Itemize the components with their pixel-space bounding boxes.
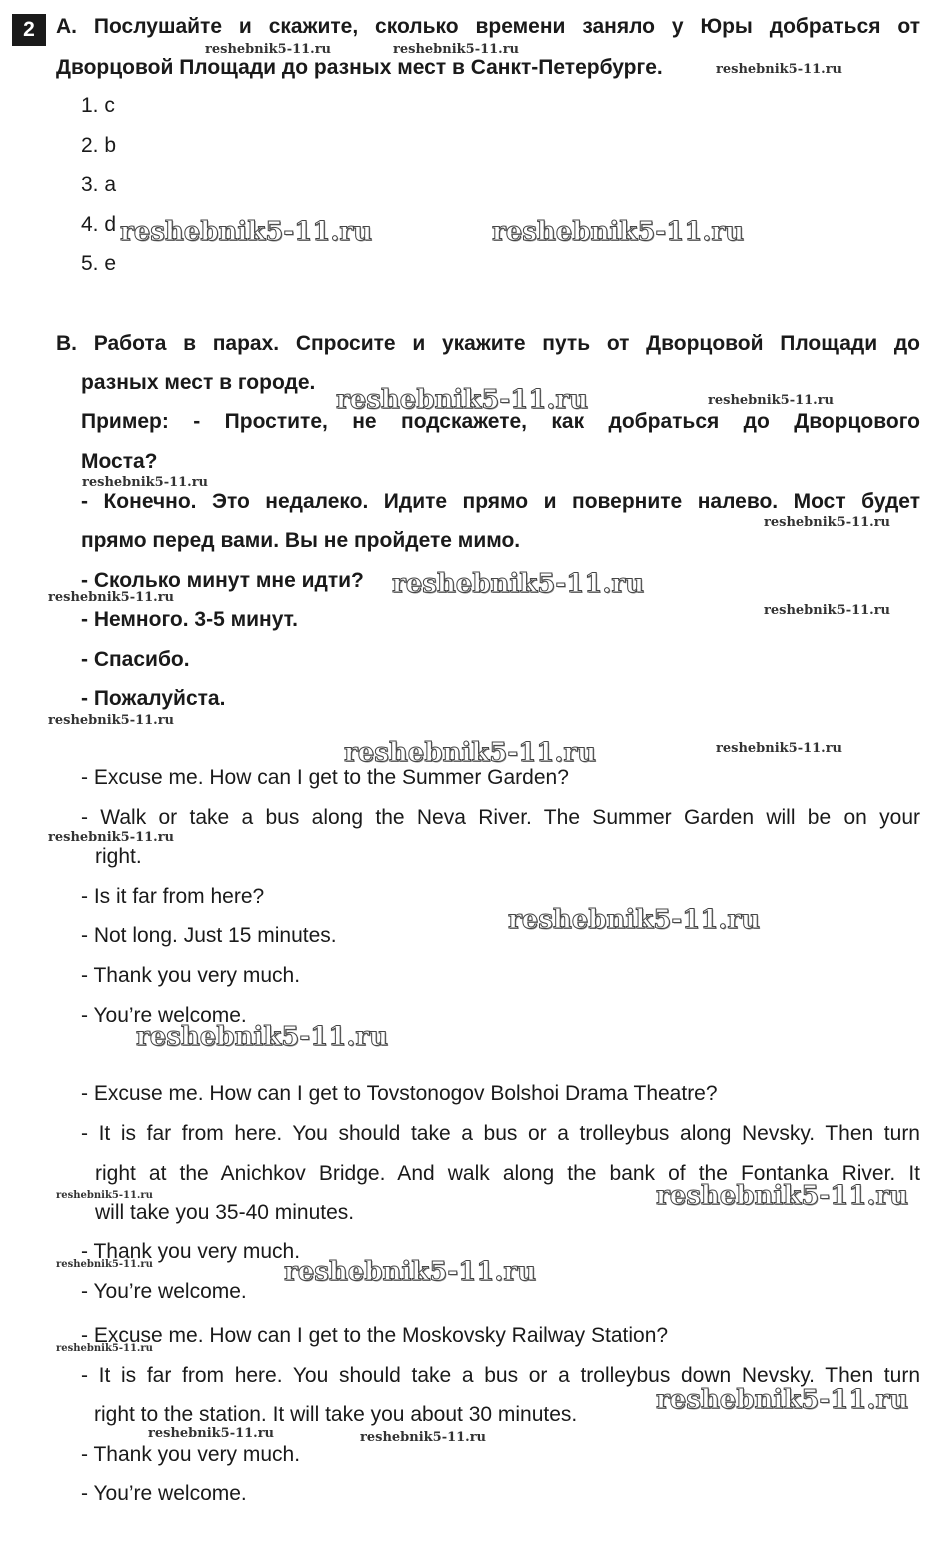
watermark: reshebnik5-11.ru bbox=[148, 1426, 275, 1441]
dialog-line: - It is far from here. You should take a bus or a trolleybus down Nevsky. Then turn bbox=[81, 1364, 920, 1387]
dialog-line: - It is far from here. You should take a bus or a trolleybus along Nevsky. Then turn bbox=[81, 1122, 920, 1145]
task-number-badge: 2 bbox=[12, 14, 46, 46]
watermark: reshebnik5-11.ru bbox=[392, 569, 645, 599]
part-a-title-line1: А. Послушайте и скажите, сколько времени заняло у Юры добраться от bbox=[56, 15, 920, 38]
answer-item: 3. a bbox=[81, 173, 117, 196]
watermark: reshebnik5-11.ru bbox=[205, 42, 332, 57]
dialog-line: right to the station. It will take you about 30 minutes. bbox=[94, 1403, 578, 1426]
dialog-line: - Excuse me. How can I get to Tovstonogov Bolshoi Drama Theatre? bbox=[81, 1082, 718, 1105]
dialog-line: - Thank you very much. bbox=[81, 1240, 301, 1263]
watermark: reshebnik5-11.ru bbox=[656, 1181, 909, 1211]
example-line: Моста? bbox=[81, 450, 158, 473]
answer-item: 2. b bbox=[81, 134, 117, 157]
example-line: - Немного. 3-5 минут. bbox=[81, 608, 298, 631]
dialog-line: - Is it far from here? bbox=[81, 885, 265, 908]
example-line: - Сколько минут мне идти? bbox=[81, 569, 364, 592]
watermark: reshebnik5-11.ru bbox=[56, 1343, 153, 1354]
watermark: reshebnik5-11.ru bbox=[508, 905, 761, 935]
watermark: reshebnik5-11.ru bbox=[120, 217, 373, 247]
example-line: - Пожалуйста. bbox=[81, 687, 226, 710]
dialog-line: - Thank you very much. bbox=[81, 1443, 301, 1466]
watermark: reshebnik5-11.ru bbox=[492, 217, 745, 247]
dialog-line: - Thank you very much. bbox=[81, 964, 301, 987]
dialog-line: - You’re welcome. bbox=[81, 1280, 247, 1303]
watermark: reshebnik5-11.ru bbox=[284, 1257, 537, 1287]
answer-item: 5. e bbox=[81, 252, 117, 275]
dialog-line: - Walk or take a bus along the Neva River. The Summer Garden will be on your bbox=[81, 806, 920, 829]
watermark: reshebnik5-11.ru bbox=[48, 590, 175, 605]
example-line: прямо перед вами. Вы не пройдете мимо. bbox=[81, 529, 521, 552]
example-line: - Спасибо. bbox=[81, 648, 190, 671]
dialog-line: will take you 35-40 minutes. bbox=[95, 1201, 355, 1224]
answer-item: 1. c bbox=[81, 94, 115, 117]
dialog-line: - You’re welcome. bbox=[81, 1004, 247, 1027]
watermark: reshebnik5-11.ru bbox=[82, 475, 209, 490]
watermark: reshebnik5-11.ru bbox=[48, 830, 175, 845]
example-line: Пример: - Простите, не подскажете, как добраться до Дворцового bbox=[81, 410, 920, 433]
example-line: - Конечно. Это недалеко. Идите прямо и поверните налево. Мост будет bbox=[81, 490, 920, 513]
watermark: reshebnik5-11.ru bbox=[716, 62, 843, 77]
dialog-line: - Not long. Just 15 minutes. bbox=[81, 924, 337, 947]
watermark: reshebnik5-11.ru bbox=[764, 603, 891, 618]
dialog-line: right at the Anichkov Bridge. And walk along the bank of the Fontanka River. It bbox=[95, 1162, 920, 1185]
watermark: reshebnik5-11.ru bbox=[716, 741, 843, 756]
watermark: reshebnik5-11.ru bbox=[136, 1022, 389, 1052]
watermark: reshebnik5-11.ru bbox=[336, 385, 589, 415]
watermark: reshebnik5-11.ru bbox=[56, 1190, 153, 1201]
part-b-title-line1: В. Работа в парах. Спросите и укажите путь от Дворцовой Площади до bbox=[56, 332, 920, 355]
watermark: reshebnik5-11.ru bbox=[360, 1430, 487, 1445]
answer-item: 4. d bbox=[81, 213, 117, 236]
watermark: reshebnik5-11.ru bbox=[708, 393, 835, 408]
part-b-title-line2: разных мест в городе. bbox=[81, 371, 316, 394]
dialog-line: right. bbox=[95, 845, 142, 868]
watermark: reshebnik5-11.ru bbox=[56, 1259, 153, 1270]
watermark: reshebnik5-11.ru bbox=[656, 1385, 909, 1415]
dialog-line: - You’re welcome. bbox=[81, 1482, 247, 1505]
watermark: reshebnik5-11.ru bbox=[393, 42, 520, 57]
part-a-title-line2: Дворцовой Площади до разных мест в Санкт-Петербурге. bbox=[56, 56, 663, 79]
watermark: reshebnik5-11.ru bbox=[344, 738, 597, 768]
dialog-line: - Excuse me. How can I get to the Moskovsky Railway Station? bbox=[81, 1324, 669, 1347]
watermark: reshebnik5-11.ru bbox=[48, 713, 175, 728]
watermark: reshebnik5-11.ru bbox=[764, 515, 891, 530]
dialog-line: - Excuse me. How can I get to the Summer Garden? bbox=[81, 766, 569, 789]
